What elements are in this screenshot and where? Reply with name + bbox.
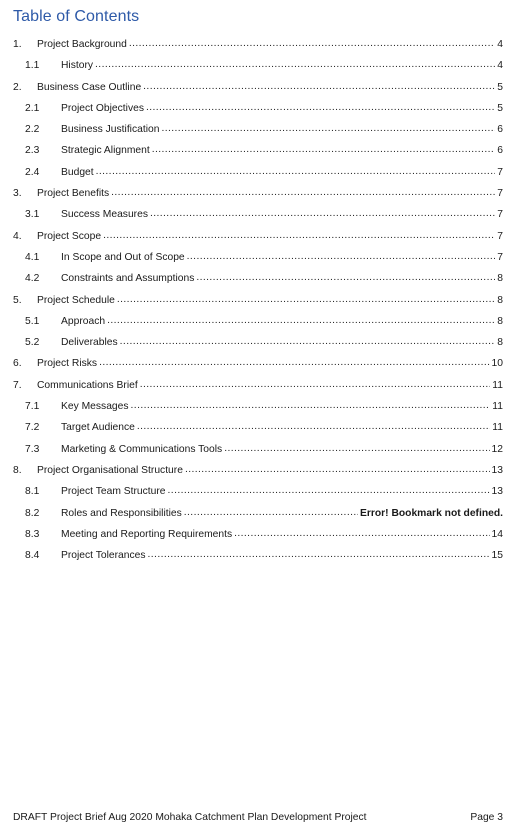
toc-entry-page: 7: [497, 251, 503, 263]
toc-dot-leader: [152, 139, 496, 160]
toc-entry[interactable]: [13, 460, 503, 481]
toc-entry[interactable]: [13, 183, 503, 204]
toc-entry-number: 2.4: [25, 166, 40, 178]
toc-entry-title: Success Measures: [61, 209, 148, 221]
toc-entry[interactable]: [13, 396, 503, 417]
toc-dot-leader: [103, 225, 495, 246]
toc-entry-number: 3.: [13, 188, 22, 200]
toc-entry-number: 5.: [13, 294, 22, 306]
toc-entry-title: Project Tolerances: [61, 550, 146, 562]
toc-entry-number: 7.: [13, 379, 22, 391]
toc-dot-leader: [196, 267, 495, 288]
toc-entry-number: 2.2: [25, 124, 40, 136]
toc-entry[interactable]: [13, 417, 503, 438]
toc-entry-title: Project Benefits: [37, 188, 110, 200]
toc-dot-leader: [184, 502, 358, 523]
toc-dot-leader: [187, 246, 496, 267]
toc-entry-error-text: Error! Bookmark not defined.: [359, 507, 503, 519]
toc-entry-page: 8: [497, 315, 503, 327]
toc-dot-leader: [99, 352, 489, 373]
toc-entry[interactable]: [13, 353, 503, 374]
toc-entry-title: In Scope and Out of Scope: [61, 251, 185, 263]
toc-entry-page: 6: [497, 124, 503, 136]
toc-dot-leader: [137, 416, 490, 437]
toc-entry-page: 4: [497, 60, 503, 72]
toc-entry-number: 8.: [13, 464, 22, 476]
toc-entry-page: 10: [491, 358, 503, 370]
toc-dot-leader: [150, 203, 495, 224]
toc-dot-leader: [168, 480, 490, 501]
toc-entry-title: Approach: [61, 315, 106, 327]
toc-dot-leader: [143, 76, 495, 97]
footer-page-number: Page 3: [470, 812, 503, 823]
toc-entry-title: Project Background: [37, 39, 127, 50]
toc-entry-page: 14: [491, 528, 503, 540]
toc-entry[interactable]: [13, 311, 503, 332]
toc-entry-page: 11: [492, 422, 503, 434]
toc-entry[interactable]: [13, 226, 503, 247]
toc-entry-title: Business Case Outline: [37, 81, 142, 93]
toc-entry[interactable]: [13, 545, 503, 566]
toc-entry-page: 7: [497, 188, 503, 200]
toc-entry-number: 7.3: [25, 443, 40, 455]
toc-entry-number: 5.1: [25, 315, 40, 327]
toc-entry-title: Key Messages: [61, 401, 129, 413]
toc-entry[interactable]: [13, 268, 503, 289]
toc-entry-page: 11: [492, 401, 503, 413]
toc-entry-title: Project Scope: [37, 230, 102, 242]
toc-entry-number: 8.2: [25, 507, 40, 519]
toc-entry-title: Project Team Structure: [61, 486, 166, 498]
toc-entry[interactable]: [13, 503, 503, 524]
toc-dot-leader: [146, 97, 495, 118]
toc-entry[interactable]: [13, 98, 503, 119]
toc-dot-leader: [224, 438, 489, 459]
toc-entry[interactable]: [13, 524, 503, 545]
toc-entry-title: Roles and Responsibilities: [61, 507, 182, 519]
toc-dot-leader: [161, 118, 495, 139]
toc-entry-number: 4.: [13, 230, 22, 242]
toc-entry-number: 4.1: [25, 251, 40, 263]
toc-entry-number: 7.1: [25, 401, 40, 413]
toc-entry[interactable]: [13, 290, 503, 311]
toc-dot-leader: [234, 523, 489, 544]
toc-dot-leader: [120, 331, 496, 352]
toc-entry[interactable]: [13, 55, 503, 76]
toc-entry-title: Marketing & Communications Tools: [61, 443, 223, 455]
toc-entry-number: 8.1: [25, 486, 40, 498]
toc-entry-page: 6: [497, 145, 503, 157]
toc-entry-title: Strategic Alignment: [61, 145, 150, 157]
toc-dot-leader: [185, 459, 490, 480]
toc-entry-number: 4.2: [25, 273, 40, 285]
toc-entry-page: 13: [491, 486, 503, 498]
toc-entry-page: 7: [497, 230, 503, 242]
footer-document-title: DRAFT Project Brief Aug 2020 Mohaka Catchment Plan Development Project: [13, 812, 367, 823]
toc-entry-title: Target Audience: [61, 422, 135, 434]
toc-entry[interactable]: [13, 140, 503, 161]
toc-entry-number: 7.2: [25, 422, 40, 434]
toc-dot-leader: [95, 54, 495, 75]
toc-entry-number: 1.: [13, 39, 22, 50]
toc-entry-title: Project Schedule: [37, 294, 115, 306]
toc-entry-page: 11: [492, 379, 503, 391]
toc-dot-leader: [148, 544, 490, 565]
toc-entry-page: 8: [497, 273, 503, 285]
toc-entry-number: 5.2: [25, 337, 40, 349]
toc-entry-number: 2.: [13, 81, 22, 93]
toc-entry-page: 12: [491, 443, 503, 455]
toc-entry[interactable]: [13, 375, 503, 396]
toc-entry[interactable]: [13, 481, 503, 502]
toc-list: [13, 34, 503, 566]
toc-entry-number: 2.1: [25, 102, 40, 114]
toc-entry-page: 13: [491, 464, 503, 476]
toc-entry-page: 8: [497, 294, 503, 306]
toc-dot-leader: [129, 33, 495, 54]
toc-entry-title: History: [61, 60, 94, 72]
toc-entry[interactable]: [13, 119, 503, 140]
toc-entry-number: 8.3: [25, 528, 40, 540]
toc-entry[interactable]: [13, 34, 503, 55]
toc-entry-title: Project Risks: [37, 358, 98, 370]
toc-entry[interactable]: [13, 77, 503, 98]
toc-entry-title: Project Organisational Structure: [37, 464, 183, 476]
toc-entry[interactable]: [13, 332, 503, 353]
toc-entry-title: Project Objectives: [61, 102, 144, 114]
toc-entry[interactable]: [13, 247, 503, 268]
toc-entry-page: 7: [497, 166, 503, 178]
page-footer: [13, 812, 503, 823]
toc-entry-number: 8.4: [25, 550, 40, 562]
toc-entry-title: Constraints and Assumptions: [61, 273, 195, 285]
toc-entry-page: 8: [497, 337, 503, 349]
toc-entry[interactable]: [13, 439, 503, 460]
toc-dot-leader: [107, 310, 495, 331]
toc-entry-number: 1.1: [25, 60, 40, 72]
toc-dot-leader: [140, 374, 491, 395]
toc-entry-title: Budget: [61, 166, 94, 178]
toc-entry-title: Meeting and Reporting Requirements: [61, 528, 233, 540]
toc-entry-title: Communications Brief: [37, 379, 138, 391]
toc-entry[interactable]: [13, 204, 503, 225]
toc-entry-title: Deliverables: [61, 337, 118, 349]
toc-entry-page: 4: [497, 39, 503, 50]
toc-entry-number: 6.: [13, 358, 22, 370]
toc-entry-page: 15: [491, 550, 503, 562]
toc-entry-page: 5: [497, 81, 503, 93]
toc-entry-number: 2.3: [25, 145, 40, 157]
toc-entry-number: 3.1: [25, 209, 40, 221]
toc-dot-leader: [96, 161, 496, 182]
toc-dot-leader: [117, 289, 495, 310]
toc-entry-page: 7: [497, 209, 503, 221]
toc-entry-page: 5: [497, 102, 503, 114]
toc-title: Table of Contents: [13, 8, 140, 25]
toc-dot-leader: [131, 395, 491, 416]
toc-dot-leader: [111, 182, 495, 203]
toc-entry[interactable]: [13, 162, 503, 183]
toc-entry-title: Business Justification: [61, 124, 160, 136]
